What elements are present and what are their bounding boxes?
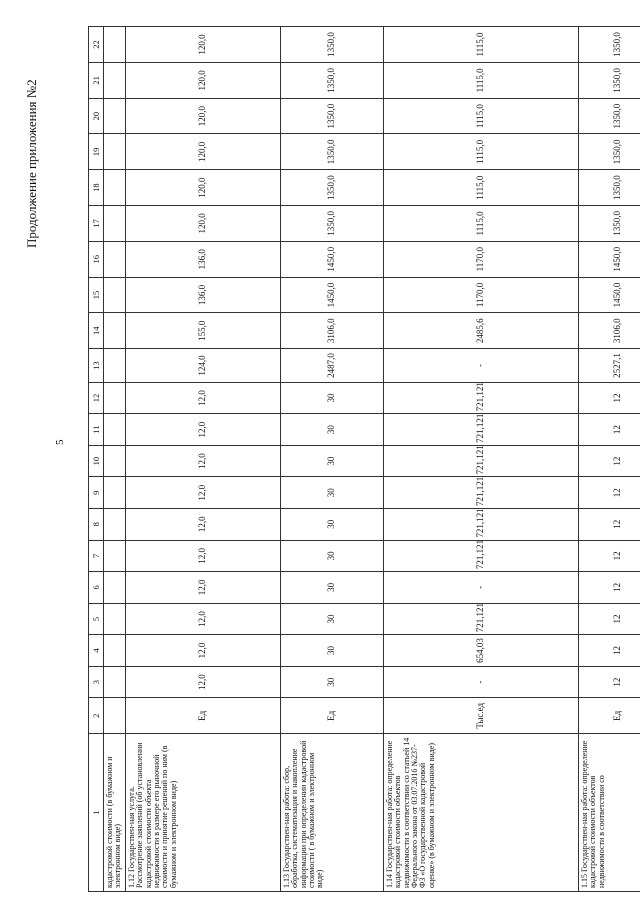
column-header: 10 <box>89 445 104 477</box>
column-header: 6 <box>89 572 104 604</box>
table-cell: Ед <box>578 698 640 734</box>
table-cell: 1115,0 <box>383 206 578 242</box>
table-cell: Ед <box>280 698 383 734</box>
table-cell: 30 <box>280 666 383 698</box>
table-cell: 1450,0 <box>280 277 383 313</box>
table-cell <box>104 603 126 635</box>
table-cell <box>104 698 126 734</box>
table-cell: 12,0 <box>125 414 280 446</box>
column-header: 22 <box>89 27 104 63</box>
table-cell: Тыс.ед <box>383 698 578 734</box>
column-header: 3 <box>89 666 104 698</box>
table-cell: 12 <box>578 414 640 446</box>
table-cell: 721,121 <box>383 540 578 572</box>
table-cell <box>104 666 126 698</box>
table-cell: 120,0 <box>125 170 280 206</box>
table-container <box>88 26 632 892</box>
column-header: 11 <box>89 414 104 446</box>
table-cell: 12 <box>578 635 640 667</box>
table-cell: 136,0 <box>125 277 280 313</box>
table-row <box>383 27 578 892</box>
column-header: 20 <box>89 98 104 134</box>
table-cell: 3106,0 <box>280 313 383 349</box>
column-header: 13 <box>89 349 104 383</box>
row-description: кадастровой стоимости (в бумажном и электронном виде) <box>104 734 126 892</box>
table-cell: 1115,0 <box>383 134 578 170</box>
column-header: 21 <box>89 62 104 98</box>
table-cell: 1170,0 <box>383 241 578 277</box>
table-cell <box>104 445 126 477</box>
table-cell: 12,0 <box>125 382 280 414</box>
column-header: 19 <box>89 134 104 170</box>
row-description: 1.13 Государствен-ная работа: сбор, обработка, систематизация и накопление информации при определении кадастровой стоимости ( в бумажном и электронном виде) <box>280 734 383 892</box>
page-title: Продолжение приложения №2 <box>24 79 39 248</box>
table-row <box>578 27 640 892</box>
table-cell: 1350,0 <box>578 62 640 98</box>
column-header: 15 <box>89 277 104 313</box>
page-number: 5 <box>54 439 66 445</box>
table-cell: 120,0 <box>125 134 280 170</box>
table-cell: 1450,0 <box>578 277 640 313</box>
table-cell <box>104 540 126 572</box>
table-cell: 721,121 <box>383 477 578 509</box>
table-cell: 120,0 <box>125 27 280 63</box>
table-cell: 1350,0 <box>578 206 640 242</box>
table-cell: 30 <box>280 540 383 572</box>
table-cell <box>104 349 126 383</box>
table-cell <box>104 62 126 98</box>
table-cell: 721,121 <box>383 445 578 477</box>
table-cell: 654,03 <box>383 635 578 667</box>
table-cell <box>104 572 126 604</box>
table-cell: 30 <box>280 572 383 604</box>
column-header: 8 <box>89 509 104 541</box>
table-cell: 12 <box>578 445 640 477</box>
table-cell <box>104 313 126 349</box>
table-cell: 1350,0 <box>578 170 640 206</box>
table-cell: 12,0 <box>125 445 280 477</box>
table-cell: 3106,0 <box>578 313 640 349</box>
table-cell: 2527,1 <box>578 349 640 383</box>
column-header: 1 <box>89 734 104 892</box>
table-cell: 1115,0 <box>383 27 578 63</box>
table-cell: - <box>383 666 578 698</box>
table-cell: 1350,0 <box>578 27 640 63</box>
table-cell: 30 <box>280 445 383 477</box>
row-description: 1.12 Государствен-ная услуга. Рассмотрение заявлений (об установлении кадастровой стоимости объекта недвижимости в размере его рыночной стоимости и принятие решений по ним (в бумажном и электронном виде) <box>125 734 280 892</box>
table-cell: 721,121 <box>383 414 578 446</box>
table-cell: - <box>383 572 578 604</box>
column-header: 16 <box>89 241 104 277</box>
table-cell <box>104 635 126 667</box>
table-cell: 1350,0 <box>578 134 640 170</box>
table-cell: 721,121 <box>383 509 578 541</box>
table-cell <box>104 382 126 414</box>
table-cell: 12,0 <box>125 603 280 635</box>
column-header: 2 <box>89 698 104 734</box>
table-cell: 12 <box>578 540 640 572</box>
table-cell: 120,0 <box>125 62 280 98</box>
table-cell <box>104 241 126 277</box>
row-description: 1.14 Государствен-ная работа: определение кадастровой стоимости объектов недвижимости в соответствии со статьей 14 Федерального закона от 03.07.2016 №237-ФЗ «О государственной кадастровой оценке» (в бумажном и электронном виде) <box>383 734 578 892</box>
table-cell: 1350,0 <box>280 62 383 98</box>
table-cell: 12,0 <box>125 635 280 667</box>
table-cell: 30 <box>280 603 383 635</box>
table-cell <box>104 509 126 541</box>
table-cell: 1350,0 <box>280 206 383 242</box>
column-header: 5 <box>89 603 104 635</box>
table-cell <box>104 134 126 170</box>
table-cell: 30 <box>280 509 383 541</box>
table-cell <box>104 277 126 313</box>
table-cell: 120,0 <box>125 206 280 242</box>
table-cell: 1350,0 <box>280 98 383 134</box>
table-cell: 1115,0 <box>383 170 578 206</box>
table-cell: 120,0 <box>125 98 280 134</box>
table-cell <box>104 477 126 509</box>
table-cell: 12 <box>578 666 640 698</box>
table-cell: 1450,0 <box>578 241 640 277</box>
table-cell: 30 <box>280 635 383 667</box>
table-cell <box>104 98 126 134</box>
table-cell: Ед <box>125 698 280 734</box>
table-row <box>104 27 126 892</box>
table-cell: 12 <box>578 603 640 635</box>
table-cell: 12 <box>578 477 640 509</box>
column-header: 12 <box>89 382 104 414</box>
table-cell: 2487,0 <box>280 349 383 383</box>
column-header: 17 <box>89 206 104 242</box>
table-cell: 721,121 <box>383 382 578 414</box>
table-cell: 12 <box>578 572 640 604</box>
table-row <box>280 27 383 892</box>
table-cell: 1450,0 <box>280 241 383 277</box>
column-header: 9 <box>89 477 104 509</box>
column-header: 4 <box>89 635 104 667</box>
column-header: 14 <box>89 313 104 349</box>
data-table <box>88 26 640 892</box>
table-cell: 721,121 <box>383 603 578 635</box>
table-cell <box>104 414 126 446</box>
header-row <box>89 27 104 892</box>
table-cell: 30 <box>280 477 383 509</box>
table-cell: 155,0 <box>125 313 280 349</box>
table-cell: 136,0 <box>125 241 280 277</box>
table-cell: 1350,0 <box>578 98 640 134</box>
table-cell: 1350,0 <box>280 170 383 206</box>
table-cell: 1115,0 <box>383 98 578 134</box>
table-cell: 12 <box>578 509 640 541</box>
table-cell: 12,0 <box>125 477 280 509</box>
table-cell: 124,0 <box>125 349 280 383</box>
column-header: 7 <box>89 540 104 572</box>
table-cell: 30 <box>280 414 383 446</box>
table-cell: 1350,0 <box>280 134 383 170</box>
table-cell <box>104 170 126 206</box>
table-cell: 30 <box>280 382 383 414</box>
table-cell <box>104 27 126 63</box>
table-cell: - <box>383 349 578 383</box>
row-description: 1.15 Государствен-ная работа: определение кадастровой стоимости объектов недвижимости в соответствии со <box>578 734 640 892</box>
table-cell: 1350,0 <box>280 27 383 63</box>
table-cell <box>104 206 126 242</box>
table-cell: 12,0 <box>125 509 280 541</box>
table-cell: 12,0 <box>125 540 280 572</box>
table-row <box>125 27 280 892</box>
column-header: 18 <box>89 170 104 206</box>
table-cell: 1115,0 <box>383 62 578 98</box>
table-cell: 2485,6 <box>383 313 578 349</box>
table-cell: 12 <box>578 382 640 414</box>
table-cell: 12,0 <box>125 572 280 604</box>
table-cell: 1170,0 <box>383 277 578 313</box>
table-cell: 12,0 <box>125 666 280 698</box>
